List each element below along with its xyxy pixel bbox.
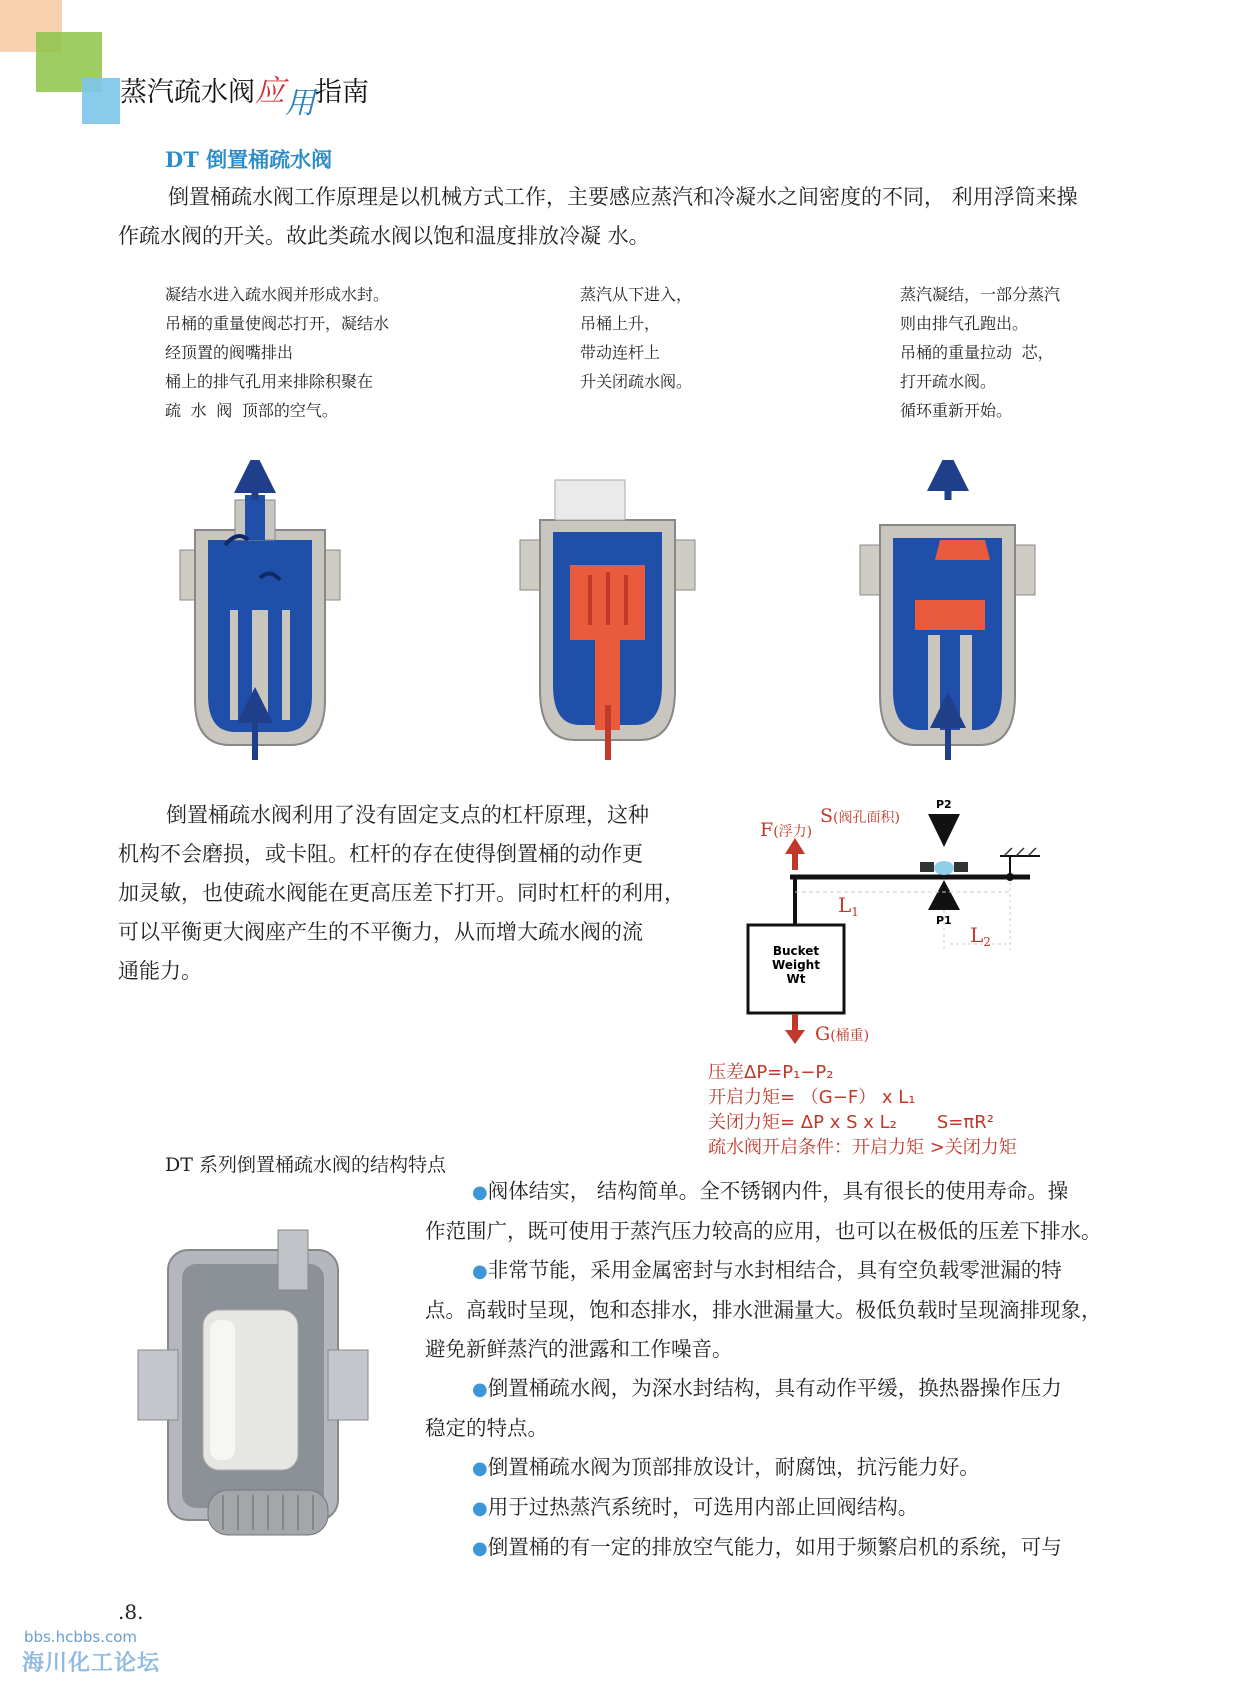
bullet-icon: ● bbox=[472, 1538, 488, 1559]
p1-label: P1 bbox=[936, 914, 952, 927]
header-title-tail: 指南 bbox=[315, 77, 369, 108]
feature-item: ●非常节能，采用金属密封与水封相结合，具有空负载零泄漏的特 点。高载时呈现，饱和态排水，排水泄漏量大。极低负载时呈现滴排现象， 避免新鲜蒸汽的泄露和工作噪音。 bbox=[425, 1258, 1102, 1361]
stage-3-line: 循环重新开始。 bbox=[900, 401, 1013, 420]
stage-illustrations bbox=[160, 460, 1100, 780]
watermark-name: 海川化工论坛 bbox=[22, 1651, 161, 1676]
feature-item: ●倒置桶疏水阀为顶部排放设计，耐腐蚀，抗污能力好。 bbox=[472, 1455, 980, 1479]
p2-label: P2 bbox=[936, 798, 952, 811]
product-cutaway-image bbox=[118, 1220, 388, 1570]
f-label: F(浮力) bbox=[760, 819, 813, 841]
stage-1-line: 凝结水进入疏水阀并形成水封。 bbox=[165, 285, 390, 304]
formula-block bbox=[708, 1060, 1017, 1160]
feature-item: ●用于过热蒸汽系统时，可选用内部止回阀结构。 bbox=[472, 1495, 919, 1519]
formula-3: 关闭力矩= ΔP x S x L₂ S=πR² bbox=[708, 1112, 994, 1133]
bucket-label-1: Bucket bbox=[772, 944, 820, 958]
stage-3-text bbox=[900, 280, 1060, 425]
header-title-accent2: 用 bbox=[285, 86, 315, 121]
valve-stage-2-illustration bbox=[520, 480, 695, 760]
stage-2-text bbox=[580, 280, 692, 396]
l1-label: $L_1$ bbox=[838, 893, 859, 919]
features-title: DT 系列倒置桶疏水阀的结构特点 bbox=[165, 1154, 446, 1176]
lever-line: 机构不会磨损，或卡阻。杠杆的存在使得倒置桶的动作更 bbox=[118, 842, 643, 866]
stage-3-line: 吊桶的重量拉动 芯， bbox=[900, 343, 1054, 362]
header-title-accent1: 应 bbox=[255, 74, 285, 109]
stage-1-line: 经顶置的阀嘴排出 bbox=[165, 343, 294, 362]
bullet-icon: ● bbox=[472, 1379, 488, 1400]
bucket-label-3: Wt bbox=[786, 972, 806, 986]
header-title-main: 蒸汽疏水阀 bbox=[120, 77, 255, 108]
intro-paragraph bbox=[118, 178, 1128, 256]
stage-1-line: 疏 水 阀 顶部的空气。 bbox=[165, 401, 338, 420]
page-number: .8. bbox=[118, 1600, 144, 1624]
feature-item: ●倒置桶的有一定的排放空气能力，如用于频繁启机的系统，可与 bbox=[472, 1535, 1062, 1559]
g-label: G(桶重) bbox=[815, 1023, 870, 1045]
page-header-title bbox=[120, 66, 369, 121]
corner-square-blue bbox=[82, 78, 120, 124]
intro-line-1: 倒置桶疏水阀工作原理是以机械方式工作，主要感应蒸汽和冷凝水之间密度的不同， 利用浮筒来操 bbox=[168, 185, 1078, 209]
bucket-label-2: Weight bbox=[772, 958, 820, 972]
formula-2: 开启力矩= （G−F） x L₁ bbox=[708, 1087, 916, 1108]
stage-3-line: 蒸汽凝结，一部分蒸汽 bbox=[900, 285, 1061, 304]
valve-stage-1-illustration bbox=[180, 472, 340, 760]
stage-3-line: 则由排气孔跑出。 bbox=[900, 314, 1029, 333]
feature-item: ●阀体结实， 结构简单。全不锈钢内件，具有很长的使用寿命。操 作范围广，既可使用于蒸汽压力较高的应用，也可以在极低的压差下排水。 bbox=[425, 1179, 1102, 1243]
s-label: S(阀孔面积) bbox=[820, 805, 900, 827]
stage-2-line: 升关闭疏水阀。 bbox=[580, 372, 693, 391]
stage-3-line: 打开疏水阀。 bbox=[900, 372, 997, 391]
stage-2-line: 带动连杆上 bbox=[580, 343, 661, 362]
bullet-icon: ● bbox=[472, 1458, 488, 1479]
lever-diagram bbox=[740, 792, 1070, 1052]
feature-item: ●倒置桶疏水阀，为深水封结构，具有动作平缓，换热器操作压力 稳定的特点。 bbox=[425, 1376, 1062, 1440]
formula-1: 压差ΔP=P₁−P₂ bbox=[708, 1062, 834, 1083]
formula-4: 疏水阀开启条件：开启力矩 >关闭力矩 bbox=[708, 1137, 1017, 1158]
lever-line: 可以平衡更大阀座产生的不平衡力，从而增大疏水阀的流 bbox=[118, 920, 643, 944]
stage-2-line: 吊桶上升， bbox=[580, 314, 661, 333]
bullet-icon: ● bbox=[472, 1498, 488, 1519]
stage-2-line: 蒸汽从下进入， bbox=[580, 285, 693, 304]
section-title: DT 倒置桶疏水阀 bbox=[165, 147, 333, 172]
features-list bbox=[425, 1172, 1115, 1568]
watermark-site: bbs.hcbbs.com bbox=[24, 1628, 138, 1646]
stage-1-text bbox=[165, 280, 389, 425]
l2-label: $L_2$ bbox=[970, 923, 991, 949]
lever-line: 倒置桶疏水阀利用了没有固定支点的杠杆原理，这种 bbox=[166, 803, 649, 827]
bullet-icon: ● bbox=[472, 1182, 488, 1203]
lever-line: 加灵敏，也使疏水阀能在更高压差下打开。同时杠杆的利用， bbox=[118, 881, 685, 905]
bullet-icon: ● bbox=[472, 1261, 488, 1282]
valve-stage-3-illustration bbox=[860, 470, 1035, 760]
lever-line: 通能力。 bbox=[118, 959, 202, 983]
stage-1-line: 吊桶的重量使阀芯打开，凝结水 bbox=[165, 314, 390, 333]
intro-line-2: 作疏水阀的开关。故此类疏水阀以饱和温度排放冷凝 水。 bbox=[118, 224, 650, 248]
stage-1-line: 桶上的排气孔用来排除积聚在 bbox=[165, 372, 374, 391]
lever-paragraph bbox=[118, 796, 688, 991]
